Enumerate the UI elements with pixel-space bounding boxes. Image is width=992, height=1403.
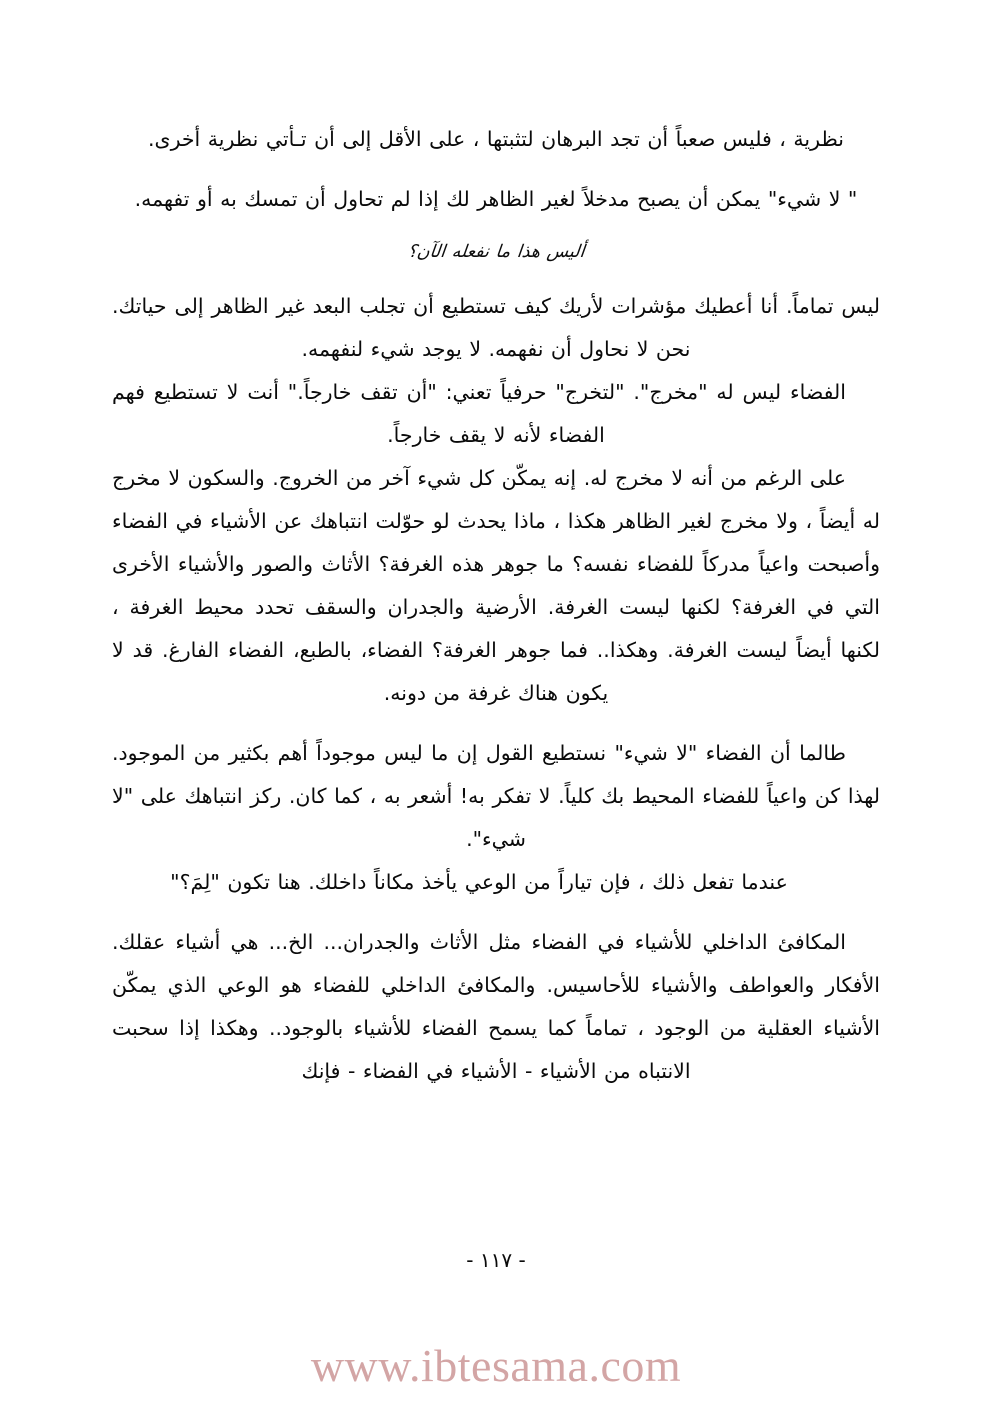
page-number: - ١١٧ - <box>466 1248 526 1272</box>
paragraph-4: ليس تماماً. أنا أعطيك مؤشرات لأريك كيف تستطيع أن تجلب البعد غير الظاهر إلى حياتك. نحن لا نحاول أن نفهمه. لا يوجد شيء لنفهمه. <box>112 294 880 361</box>
paragraph-1: نظرية ، فليس صعباً أن تجد البرهان لتثبتها ، على الأقل إلى أن تـأتي نظرية أخرى. <box>148 127 844 151</box>
paragraph-7: طالما أن الفضاء "لا شيء" نستطيع القول إن ما ليس موجوداً أهم بكثير من الموجود. لهذا كن واعياً للفضاء المحيط بك كلياً. لا تفكر به! أشعر به ، كما كان. ركز انتباهك على "لا شيء". <box>112 741 880 851</box>
paragraph-2: " لا شيء" يمكن أن يصبح مدخلاً لغير الظاهر لك إذا لم تحاول أن تمسك به أو تفهمه. <box>134 187 858 211</box>
watermark-url: www.ibtesama.com <box>310 1340 682 1391</box>
page-text-body <box>112 118 880 1093</box>
paragraph-8: عندما تفعل ذلك ، فإن تياراً من الوعي يأخذ مكاناً داخلك. هنا تكون "لِمَ؟" <box>170 870 788 894</box>
paragraph-5: الفضاء ليس له "مخرج". "لتخرج" حرفياً تعني: "أن تقف خارجاً." أنت لا تستطيع فهم الفضاء لأنه لا يقف خارجاً. <box>112 380 846 447</box>
paragraph-6: على الرغم من أنه لا مخرج له. إنه يمكّن كل شيء آخر من الخروج. والسكون لا مخرج له أيضاً ، ولا مخرج لغير الظاهر هكذا ، ماذا يحدث لو حوّلت انتباهك عن الأشياء في الفضاء وأصبحت واعياً مدركاً للفضاء نفسه؟ ما جوهر هذه الغرفة؟ الأثاث والصور والأشياء الأخرى التي في الغرفة؟ لكنها ليست الغرفة. الأرضية والجدران والسقف تحدد محيط الغرفة ، لكنها أيضاً ليست الغرفة. وهكذا.. فما جوهر الغرفة؟ الفضاء، بالطبع، الفضاء الفارغ. قد لا يكون هناك غرفة من دونه. <box>112 466 880 705</box>
paragraph-9: المكافئ الداخلي للأشياء في الفضاء مثل الأثاث والجدران... الخ... هي أشياء عقلك. الأفكار والعواطف والأشياء للأحاسيس. والمكافئ الداخلي للفضاء هو الوعي الذي يمكّن الأشياء العقلية من الوجود ، تماماً كما يسمح الفضاء للأشياء بالوجود.. وهكذا إذا سحبت الانتباه من الأشياء - الأشياء في الفضاء - فإنك <box>112 930 880 1083</box>
paragraph-3-italic-question: أليس هذا ما نفعله الآن؟ <box>406 242 586 262</box>
